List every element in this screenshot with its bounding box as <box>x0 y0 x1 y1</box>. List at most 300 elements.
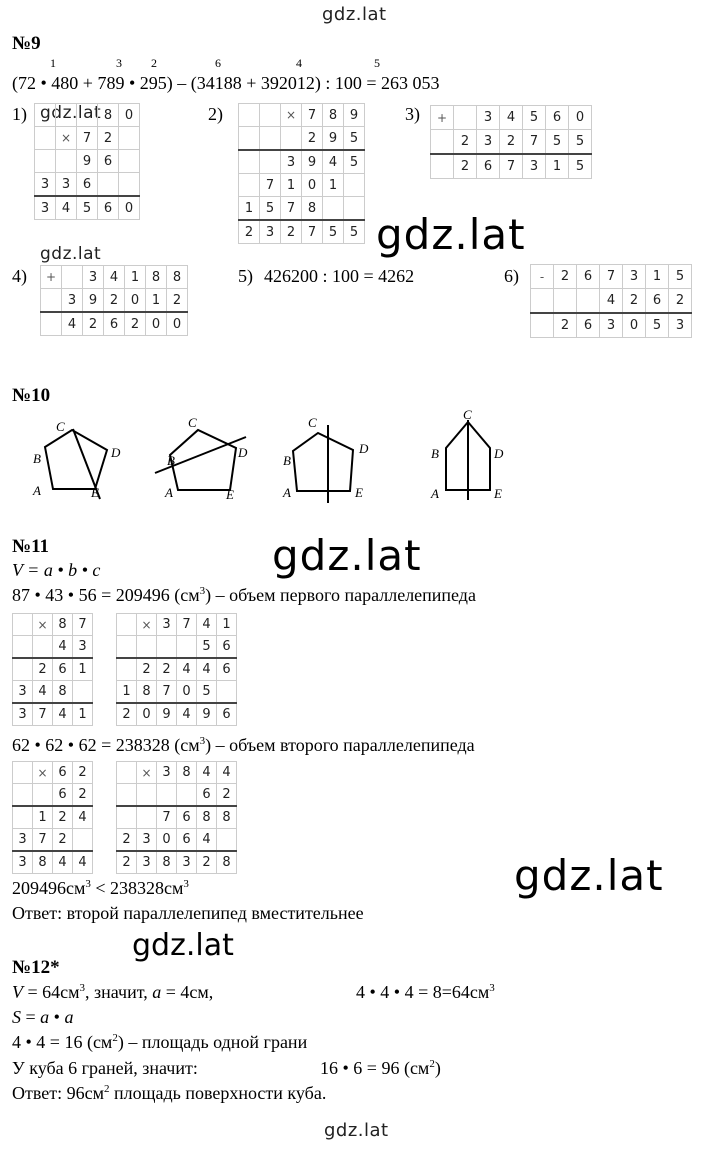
grid-cell <box>157 784 177 807</box>
vertex-label-b: B <box>167 453 175 468</box>
grid-cell: 5 <box>546 130 569 155</box>
vertex-label-e: E <box>91 485 99 500</box>
grid-cell <box>137 784 157 807</box>
grid-cell <box>554 289 577 314</box>
grid-cell: 4 <box>53 703 73 726</box>
step4-label: 4) <box>12 266 27 286</box>
grid-row <box>35 196 140 220</box>
grid-cell: 5 <box>523 106 546 130</box>
grid-cell: 3 <box>477 106 500 130</box>
grid-cell: 4 <box>197 614 217 636</box>
grid-cell <box>137 806 157 829</box>
order-mark-3: 3 <box>116 56 122 70</box>
grid-row <box>117 703 237 726</box>
vertex-label-e: E <box>226 487 234 502</box>
grid-cell: 8 <box>53 681 73 704</box>
grid-cell: 6 <box>546 106 569 130</box>
grid-cell: 4 <box>323 150 344 174</box>
grid-cell: 6 <box>477 154 500 179</box>
grid-cell: 7 <box>157 681 177 704</box>
grid-row <box>531 265 692 289</box>
grid-cell: 3 <box>157 614 177 636</box>
grid-cell: 6 <box>104 312 125 336</box>
grid-cell: 2 <box>554 313 577 338</box>
grid-cell: × <box>33 762 53 784</box>
grid-cell: 4 <box>62 312 83 336</box>
grid-cell: 3 <box>260 220 281 244</box>
grid-cell: 7 <box>73 614 93 636</box>
grid-cell: 2 <box>239 220 260 244</box>
grid-cell <box>239 150 260 174</box>
grid-cell: × <box>137 614 157 636</box>
ex11-answer: Ответ: второй параллелепипед вместительнее <box>12 903 364 923</box>
pentagon-figure-1 <box>25 415 155 510</box>
grid-cell: 1 <box>546 154 569 179</box>
grid-cell <box>117 636 137 659</box>
grid-cell: 1 <box>125 266 146 289</box>
grid-cell: 0 <box>302 174 323 197</box>
grid-cell: 0 <box>119 104 140 127</box>
grid-cell: 6 <box>177 829 197 852</box>
grid-cell: 4 <box>104 266 125 289</box>
grid-cell: 0 <box>569 106 592 130</box>
grid-row <box>35 150 140 173</box>
grid-row <box>13 636 93 659</box>
grid-cell: 7 <box>600 265 623 289</box>
step6-grid <box>530 264 692 338</box>
vertex-label-d: D <box>111 445 121 460</box>
grid-row <box>431 130 592 155</box>
grid-cell: 2 <box>104 289 125 313</box>
grid-cell <box>56 104 77 127</box>
grid-cell: × <box>281 104 302 127</box>
grid-row <box>531 289 692 314</box>
grid-cell <box>344 197 365 221</box>
volume-line-1: 87 • 43 • 56 = 209496 $(см^3)$ – объем первого параллелепипеда <box>12 585 476 605</box>
grid-cell: 0 <box>137 703 157 726</box>
grid-cell: 4 <box>73 851 93 874</box>
grid-cell: 3 <box>600 313 623 338</box>
grid-cell: 3 <box>73 636 93 659</box>
grid-cell <box>239 174 260 197</box>
grid-cell <box>56 150 77 173</box>
grid-cell <box>98 173 119 197</box>
grid-cell: 5 <box>669 265 692 289</box>
vertex-label-b: B <box>33 451 41 466</box>
grid-cell <box>35 150 56 173</box>
grid-cell <box>119 127 140 150</box>
grid-row <box>13 806 93 829</box>
grid-cell: 2 <box>73 762 93 784</box>
watermark-top: gdz.lat <box>322 4 387 25</box>
face-area-line: 4 • 4 = 16 $(см^2)$ – площадь одной грани <box>12 1032 308 1052</box>
grid-cell: 5 <box>646 313 669 338</box>
grid-cell: 2 <box>302 127 323 151</box>
grid-cell <box>41 289 62 313</box>
grid-cell <box>119 173 140 197</box>
grid-cell: 2 <box>117 851 137 874</box>
grid-cell: 3 <box>477 130 500 155</box>
grid-cell: 7 <box>260 174 281 197</box>
grid-cell: 6 <box>577 265 600 289</box>
grid-cell: 1 <box>239 197 260 221</box>
grid-cell: 3 <box>137 829 157 852</box>
vertex-label-e: E <box>355 485 363 500</box>
vertex-label-e: E <box>494 486 502 501</box>
grid-cell: 2 <box>500 130 523 155</box>
grid-cell: 6 <box>98 150 119 173</box>
grid-cell: 4 <box>217 762 237 784</box>
grid-cell <box>13 658 33 681</box>
grid-cell <box>344 174 365 197</box>
grid-cell: 2 <box>554 265 577 289</box>
ex11-grid-2b <box>116 761 237 874</box>
grid-cell: 2 <box>281 220 302 244</box>
grid-cell: 8 <box>53 614 73 636</box>
grid-cell <box>73 681 93 704</box>
grid-cell: 4 <box>53 851 73 874</box>
grid-cell: 8 <box>177 762 197 784</box>
grid-cell: 3 <box>281 150 302 174</box>
grid-cell: 2 <box>669 289 692 314</box>
ex11-grid-1b <box>116 613 237 726</box>
faces-line: У куба 6 граней, значит: <box>12 1058 198 1078</box>
ex11-title: №11 <box>12 536 50 557</box>
grid-cell: 5 <box>569 130 592 155</box>
vertex-label-a: A <box>165 485 173 500</box>
grid-cell <box>35 104 56 127</box>
watermark-step4: gdz.lat <box>40 244 102 264</box>
grid-cell: 2 <box>623 289 646 314</box>
grid-cell: 8 <box>217 806 237 829</box>
grid-cell: + <box>41 266 62 289</box>
grid-cell: 2 <box>197 851 217 874</box>
grid-cell: 4 <box>33 681 53 704</box>
grid-cell <box>13 784 33 807</box>
grid-cell: 3 <box>157 762 177 784</box>
ex11-grid-2a <box>12 761 93 874</box>
grid-row <box>13 703 93 726</box>
step4-grid <box>40 265 188 336</box>
grid-cell <box>117 784 137 807</box>
grid-cell: 4 <box>197 762 217 784</box>
step5-text: 426200 : 100 = 4262 <box>264 266 415 286</box>
grid-cell <box>41 312 62 336</box>
grid-cell <box>217 829 237 852</box>
grid-cell: 4 <box>197 829 217 852</box>
volume-formula: V = a • b • c <box>12 560 101 580</box>
grid-cell: 8 <box>98 104 119 127</box>
grid-cell: 3 <box>13 851 33 874</box>
grid-row <box>431 106 592 130</box>
grid-cell <box>239 127 260 151</box>
grid-cell: 6 <box>217 703 237 726</box>
grid-row <box>239 220 365 244</box>
grid-cell <box>119 150 140 173</box>
grid-row <box>117 851 237 874</box>
grid-row <box>13 784 93 807</box>
grid-cell: 8 <box>302 197 323 221</box>
grid-cell: 5 <box>344 150 365 174</box>
grid-cell: 9 <box>302 150 323 174</box>
grid-cell: 9 <box>83 289 104 313</box>
grid-cell <box>117 658 137 681</box>
grid-cell: 8 <box>33 851 53 874</box>
grid-cell: + <box>431 106 454 130</box>
step2-label: 2) <box>208 104 223 124</box>
grid-cell: 3 <box>623 265 646 289</box>
grid-cell: 8 <box>146 266 167 289</box>
grid-row <box>117 762 237 784</box>
grid-row <box>117 658 237 681</box>
grid-row <box>117 829 237 852</box>
grid-cell <box>577 289 600 314</box>
grid-row <box>41 312 188 336</box>
vertex-label-c: C <box>188 415 197 430</box>
grid-cell: 7 <box>281 197 302 221</box>
grid-cell: 6 <box>53 762 73 784</box>
volume-line-2: 62 • 62 • 62 = 238328 $(см^3)$ – объем второго параллелепипеда <box>12 735 475 755</box>
grid-cell <box>13 636 33 659</box>
grid-cell: 4 <box>600 289 623 314</box>
grid-cell: 3 <box>523 154 546 179</box>
grid-cell <box>77 104 98 127</box>
step1-label: 1) <box>12 104 27 124</box>
grid-cell: 6 <box>217 636 237 659</box>
grid-cell <box>431 130 454 155</box>
grid-cell: 5 <box>197 681 217 704</box>
grid-cell <box>117 762 137 784</box>
grid-row <box>13 658 93 681</box>
grid-cell: × <box>56 127 77 150</box>
grid-row <box>239 104 365 127</box>
surface-calc: 16 • 6 = 96 $(см^2)$ <box>320 1058 441 1078</box>
vertex-label-d: D <box>494 446 504 461</box>
grid-cell: 2 <box>167 289 188 313</box>
grid-cell: 7 <box>302 220 323 244</box>
grid-cell: 7 <box>302 104 323 127</box>
grid-cell <box>454 106 477 130</box>
vertex-label-b: B <box>431 446 439 461</box>
grid-cell: - <box>531 265 554 289</box>
step2-grid <box>238 103 365 244</box>
pentagon-figure-2 <box>150 415 280 510</box>
grid-cell: 9 <box>197 703 217 726</box>
grid-cell: 3 <box>56 173 77 197</box>
grid-cell <box>531 313 554 338</box>
grid-cell: 2 <box>33 658 53 681</box>
ex9-expression: (72 • 480 + 789 • 295) – (34188 + 392012) : 100 = 263 053 <box>12 73 440 93</box>
grid-cell: 0 <box>157 829 177 852</box>
step5-label: 5) <box>238 266 253 286</box>
pentagon-figure-3 <box>275 415 405 510</box>
grid-cell: 6 <box>646 289 669 314</box>
order-mark-2: 2 <box>151 56 157 70</box>
vertex-label-d: D <box>359 441 369 456</box>
grid-cell: 4 <box>500 106 523 130</box>
grid-cell: 2 <box>125 312 146 336</box>
grid-row <box>13 851 93 874</box>
grid-cell: 7 <box>77 127 98 150</box>
grid-row <box>239 174 365 197</box>
grid-cell <box>260 104 281 127</box>
grid-cell <box>13 614 33 636</box>
watermark-bottom: gdz.lat <box>324 1120 389 1141</box>
grid-row <box>117 806 237 829</box>
grid-cell: 2 <box>83 312 104 336</box>
ex11-grid-1a <box>12 613 93 726</box>
grid-row <box>117 636 237 659</box>
grid-cell: 2 <box>454 130 477 155</box>
cube-edge-check: 4 • 4 • $4 = 8=64см^3$ <box>356 982 495 1002</box>
grid-cell: 4 <box>73 806 93 829</box>
grid-cell: 5 <box>77 196 98 220</box>
grid-row <box>431 154 592 179</box>
grid-cell: 0 <box>119 196 140 220</box>
grid-cell: 1 <box>73 658 93 681</box>
grid-cell: 0 <box>146 312 167 336</box>
grid-cell: 5 <box>569 154 592 179</box>
grid-cell: 1 <box>646 265 669 289</box>
grid-cell: 0 <box>177 681 197 704</box>
grid-row <box>35 104 140 127</box>
ex9-title: №9 <box>12 33 41 54</box>
grid-cell <box>431 154 454 179</box>
grid-cell: 9 <box>344 104 365 127</box>
grid-row <box>35 127 140 150</box>
grid-cell: 1 <box>146 289 167 313</box>
grid-row <box>35 173 140 197</box>
grid-cell: 8 <box>217 851 237 874</box>
grid-cell <box>157 636 177 659</box>
grid-row <box>239 127 365 151</box>
grid-cell: 8 <box>167 266 188 289</box>
grid-cell: 9 <box>77 150 98 173</box>
grid-cell: 3 <box>669 313 692 338</box>
ex12-answer: Ответ: $96см^2$ площадь поверхности куба. <box>12 1083 327 1103</box>
grid-cell <box>117 614 137 636</box>
grid-cell: 6 <box>197 784 217 807</box>
grid-row <box>13 681 93 704</box>
grid-cell: 2 <box>73 784 93 807</box>
grid-cell <box>217 681 237 704</box>
watermark-large-3: gdz.lat <box>514 851 664 900</box>
grid-row <box>531 313 692 338</box>
grid-cell: × <box>33 614 53 636</box>
grid-cell: 3 <box>177 851 197 874</box>
grid-cell: 3 <box>137 851 157 874</box>
vertex-label-d: D <box>238 445 248 460</box>
grid-cell: 7 <box>33 703 53 726</box>
grid-cell: 8 <box>137 681 157 704</box>
grid-cell: 7 <box>177 614 197 636</box>
grid-cell: 3 <box>13 829 33 852</box>
grid-cell <box>73 829 93 852</box>
grid-row <box>239 150 365 174</box>
grid-cell: 1 <box>33 806 53 829</box>
grid-cell: 4 <box>177 703 197 726</box>
grid-cell: 0 <box>623 313 646 338</box>
grid-cell: 0 <box>167 312 188 336</box>
grid-cell <box>13 806 33 829</box>
grid-cell <box>117 806 137 829</box>
grid-cell: 2 <box>157 658 177 681</box>
grid-row <box>41 289 188 313</box>
area-formula: S = a • a <box>12 1007 74 1027</box>
grid-cell: 5 <box>344 127 365 151</box>
step1-grid <box>34 103 140 220</box>
grid-cell: 8 <box>157 851 177 874</box>
grid-cell: 1 <box>281 174 302 197</box>
ex12-title: №12* <box>12 957 60 978</box>
ex10-title: №10 <box>12 385 51 406</box>
grid-cell: × <box>137 762 157 784</box>
order-mark-1: 1 <box>50 56 56 70</box>
grid-cell: 2 <box>117 703 137 726</box>
grid-row <box>239 197 365 221</box>
order-mark-4: 4 <box>296 56 302 70</box>
grid-cell <box>35 127 56 150</box>
volume-comparison: $209496см^3 < 238328см^3$ <box>12 878 189 898</box>
grid-cell: 4 <box>197 658 217 681</box>
vertex-label-a: A <box>33 483 41 498</box>
grid-cell: 2 <box>98 127 119 150</box>
grid-cell <box>323 197 344 221</box>
grid-cell: 5 <box>344 220 365 244</box>
grid-cell: 2 <box>53 806 73 829</box>
watermark-mid: gdz.lat <box>132 928 234 963</box>
grid-cell: 3 <box>13 703 33 726</box>
vertex-label-a: A <box>283 485 291 500</box>
grid-cell <box>260 127 281 151</box>
grid-cell: 2 <box>117 829 137 852</box>
grid-cell <box>260 150 281 174</box>
grid-cell: 7 <box>33 829 53 852</box>
grid-cell: 8 <box>197 806 217 829</box>
vertex-label-c: C <box>56 419 65 434</box>
order-mark-5: 5 <box>374 56 380 70</box>
step3-label: 3) <box>405 104 420 124</box>
grid-cell <box>239 104 260 127</box>
grid-cell: 4 <box>177 658 197 681</box>
order-mark-6: 6 <box>215 56 221 70</box>
grid-cell: 7 <box>523 130 546 155</box>
grid-cell <box>137 636 157 659</box>
watermark-large-1: gdz.lat <box>376 210 526 259</box>
grid-cell: 6 <box>53 784 73 807</box>
grid-cell: 6 <box>217 658 237 681</box>
grid-row <box>117 784 237 807</box>
grid-cell: 4 <box>56 196 77 220</box>
grid-cell <box>177 784 197 807</box>
grid-cell: 6 <box>53 658 73 681</box>
grid-cell <box>62 266 83 289</box>
grid-row <box>13 614 93 636</box>
vertex-label-c: C <box>463 408 472 422</box>
grid-cell <box>33 636 53 659</box>
grid-cell: 2 <box>454 154 477 179</box>
grid-row <box>41 266 188 289</box>
grid-cell: 3 <box>83 266 104 289</box>
pentagon-figure-4 <box>420 408 540 508</box>
grid-cell: 6 <box>77 173 98 197</box>
step3-grid <box>430 105 592 179</box>
grid-cell: 8 <box>323 104 344 127</box>
grid-cell <box>531 289 554 314</box>
grid-cell: 7 <box>157 806 177 829</box>
grid-row <box>117 681 237 704</box>
grid-cell: 5 <box>323 220 344 244</box>
